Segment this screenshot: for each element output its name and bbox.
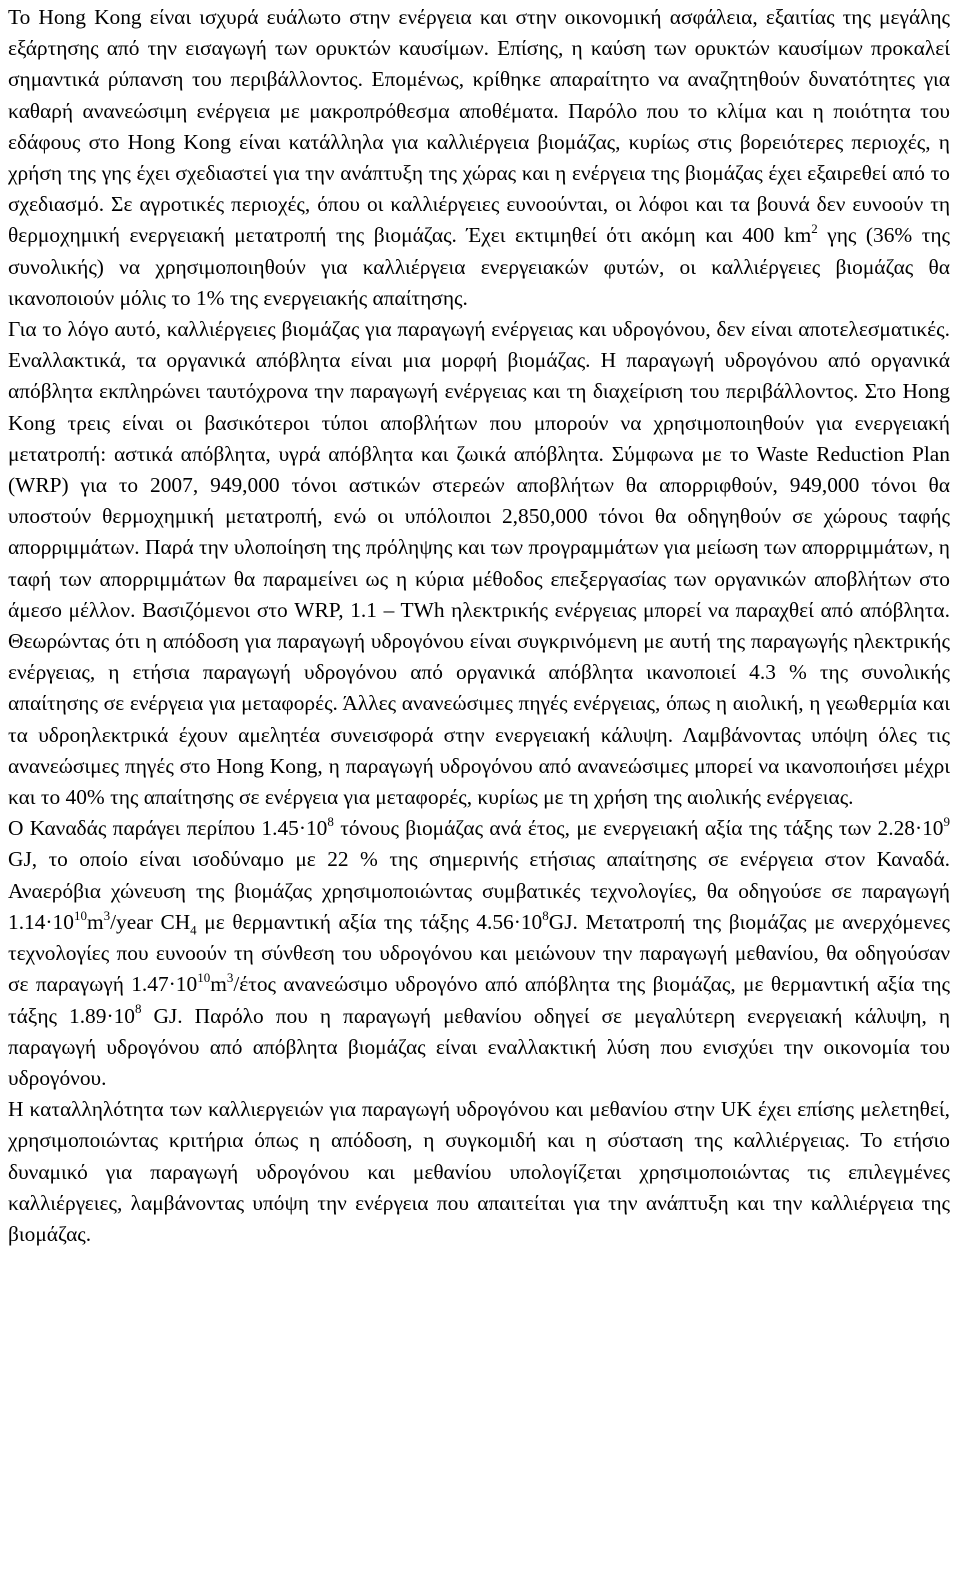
text-run: Ο Καναδάς παράγει περίπου 1.45·10 <box>8 816 328 841</box>
paragraph-canada-biomass <box>8 813 950 1094</box>
paragraph-uk-crops <box>8 1094 950 1250</box>
text-run: Η καταλληλότητα των καλλιεργειών για παραγωγή υδρογόνου και μεθανίου στην UK έχει επίσης μελετηθεί, χρησιμοποιώντας κριτήρια όπως η απόδοση, η συγκομιδή και η σύσταση της καλλιέργειας. Το ετήσιο δυναμικό για παραγωγή υδρογόνου και μεθανίου υπολογίζεται χρησιμοποιώντας τις επιλεγμένες καλλιέργειες, λαμβάνοντας υπόψη την ενέργεια που απαιτείται για την ανάπτυξη και την καλλιέργεια της βιομάζας. <box>8 1097 950 1246</box>
text-run: m <box>210 972 227 997</box>
text-run: GJ. Παρόλο που η παραγωγή μεθανίου οδηγεί σε μεγαλύτερη ενεργειακή κάλυψη, η παραγωγή υδρογόνου από απόβλητα βιομάζας είναι εναλλακτική λύση που ενισχύει την οικονομία του υδρογόνου. <box>8 1003 951 1090</box>
text-run: Το Hong Kong είναι ισχυρά ευάλωτο στην ενέργεια και στην οικονομική ασφάλεια, εξαιτίας της μεγάλης εξάρτησης από την εισαγωγή των ορυκτών καυσίμων. Επίσης, η καύση των ορυκτών καυσίμων προκαλεί σημαντικά ρύπανση του περιβάλλοντος. Επομένως, κρίθηκε απαραίτητο να αναζητηθούν δυνατότητες για καθαρή ανανεώσιμη ενέργεια με μακροπρόθεσμα αποθέματα. Παρόλο που το κλίμα και η ποιότητα του εδάφους στο Hong Kong είναι κατάλληλα για καλλιέργεια βιομάζας, κυρίως στις βορειότερες περιοχές, η χρήση της γης έχει σχεδιαστεί για την ανάπτυξη της χώρας και η ενέργεια της βιομάζας έχει εξαιρεθεί από το σχεδιασμό. Σε αγροτικές περιοχές, όπου οι καλλιέργειες ευνοούνται, οι λόφοι και τα βουνά δεν ευνοούν τη θερμοχημική ενεργειακή μετατροπή της βιομάζας. Έχει εκτιμηθεί ότι ακόμη και 400 km <box>8 5 950 248</box>
superscript-text: 8 <box>327 814 334 830</box>
text-run: με θερμαντική αξία της τάξης 4.56·10 <box>196 909 543 934</box>
superscript-text: 3 <box>226 970 234 986</box>
text-run: m <box>86 909 104 934</box>
text-run: Για το λόγο αυτό, καλλιέργειες βιομάζας για παραγωγή ενέργειας και υδρογόνου, δεν είναι αποτελεσματικές. Εναλλακτικά, τα οργανικά απόβλητα είναι μια μορφή βιομάζας. Η παραγωγή υδρογόνου από οργανικά απόβλητα εκπληρώνει ταυτόχρονα την παραγωγή ενέργειας και τη διαχείριση του περιβάλλοντος. Στο Hong Kong τρεις είναι οι βασικότεροι τύποι αποβλήτων που μπορούν να χρησιμοποιηθούν για ενεργειακή μετατροπή: αστικά απόβλητα, υγρά απόβλητα και ζωικά απόβλητα. Σύμφωνα με το Waste Reduction Plan (WRP) για το 2007, 949,000 τόνοι αστικών στερεών αποβλήτων θα απορριφθούν, 949,000 τόνοι θα υποστούν θερμοχημική μετατροπή, ενώ οι υπόλοιποι 2,850,000 τόνοι θα οδηγηθούν σε χώρους ταφής απορριμμάτων. Παρά την υλοποίηση της πρόληψης και των προγραμμάτων για μείωση των απορριμμάτων, η ταφή των απορριμμάτων θα παραμείνει ως η κύρια μέθοδος επεξεργασίας των οργανικών αποβλήτων στο άμεσο μέλλον. Βασιζόμενοι στο WRP, 1.1 – TWh ηλεκτρικής ενέργειας μπορεί να παραχθεί από απόβλητα. Θεωρώντας ότι η απόδοση για παραγωγή υδρογόνου είναι συγκρινόμενη με αυτή της παραγωγής ηλεκτρικής ενέργειας, η ετήσια παραγωγή υδρογόνου από οργανικά απόβλητα ικανοποιεί 4.3 % της συνολικής απαίτησης σε ενέργεια για μεταφορές. Άλλες ανανεώσιμες πηγές ενέργειας, όπως η αιολική, η γεωθερμία και τα υδροηλεκτρικά έχουν αμελητέα συνεισφορά στην ενεργειακή κάλυψη. Λαμβάνοντας υπόψη όλες τις ανανεώσιμες πηγές στο Hong Kong, η παραγωγή υδρογόνου από ανανεώσιμες μπορεί να ικανοποιήσει μέχρι και το 40% της απαίτησης σε ενέργεια για μεταφορές, κυρίως με τη χρήση της αιολικής ενέργειας. <box>8 317 950 810</box>
superscript-text: 2 <box>811 221 818 237</box>
superscript-text: 8 <box>542 907 549 923</box>
text-run: /έτος ανανεώσιμο υδρογόνο από απόβλητα της βιομάζας, με θερμαντική αξία της τάξης 1.89·10 <box>8 972 951 1028</box>
superscript-text: 10 <box>73 907 87 923</box>
paragraph-hong-kong-biomass <box>8 2 950 314</box>
superscript-text: 10 <box>197 970 211 986</box>
text-run: τόνους βιομάζας ανά έτος, με ενεργειακή αξία της τάξης των 2.28·10 <box>333 816 944 841</box>
text-run: GJ. Μετατροπή της βιομάζας με ανερχόμενες τεχνολογίες που ευνοούν τη σύνθεση του υδρογόνου και μειώνουν την παραγωγή μεθανίου, θα οδηγούσαν σε παραγωγή 1.47·10 <box>8 909 950 997</box>
superscript-text: 3 <box>103 907 111 923</box>
text-run: /year CH <box>110 909 191 934</box>
text-run: GJ, το οποίο είναι ισοδύναμο με 22 % της σημερινής ετήσιας απαίτησης σε ενέργεια στον Καναδά. Αναερόβια χώνευση της βιομάζας χρησιμοποιώντας συμβατικές τεχνολογίες, θα οδηγούσε σε παραγωγή 1.14·10 <box>8 847 950 934</box>
subscript-text: 4 <box>190 922 197 938</box>
superscript-text: 8 <box>134 1001 142 1017</box>
paragraph-organic-waste-hydrogen <box>8 314 950 813</box>
text-run: γης (36% της συνολικής) να χρησιμοποιηθούν για καλλιέργεια ενεργειακών φυτών, οι καλλιέργειες βιομάζας θα ικανοποιούν μόλις το 1% της ενεργειακής απαίτησης. <box>8 223 950 310</box>
superscript-text: 9 <box>943 814 951 830</box>
